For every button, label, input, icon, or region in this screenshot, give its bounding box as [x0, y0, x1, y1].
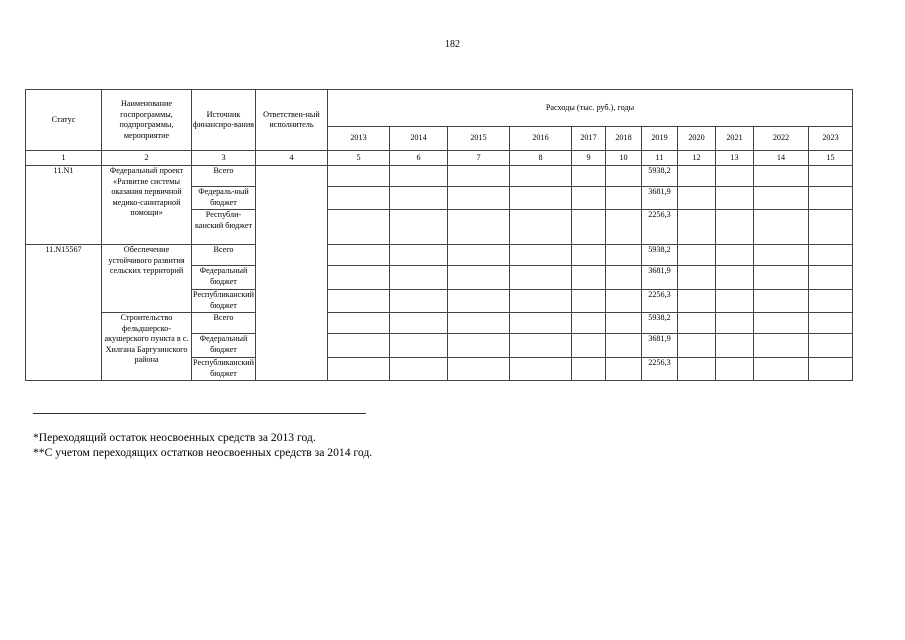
column-number: 13	[716, 151, 754, 166]
header-source: Источник финансиро-вания	[192, 90, 256, 151]
column-number: 14	[754, 151, 809, 166]
value-2019: 3681,9	[648, 334, 671, 343]
source-cell: Всего	[192, 245, 256, 266]
column-number: 3	[192, 151, 256, 166]
year-header: 2017	[572, 127, 606, 151]
year-header: 2022	[754, 127, 809, 151]
column-number-row	[26, 151, 853, 166]
year-header: 2013	[328, 127, 390, 151]
page-number: 182	[445, 39, 460, 50]
column-number: 11	[642, 151, 678, 166]
column-number: 2	[102, 151, 192, 166]
value-2019: 3681,9	[648, 187, 671, 196]
name-cell: Строительство фельдшерско-акушерского пункта в с. Хилгана Баргузинского района	[102, 313, 192, 381]
year-header: 2021	[716, 127, 754, 151]
value-2019-cell	[642, 313, 678, 334]
expenses-table	[25, 89, 853, 381]
status-cell: 11.N1	[26, 166, 102, 245]
year-header: 2019	[642, 127, 678, 151]
header-name: Наименование госпрограммы, подпрограммы, мероприятие	[102, 90, 192, 151]
executor-cell	[256, 166, 328, 381]
value-2019-cell	[642, 290, 678, 313]
source-cell: Республиканский бюджет	[192, 358, 256, 381]
value-2019: 2256,3	[648, 358, 671, 367]
year-header: 2018	[606, 127, 642, 151]
value-2019-cell	[642, 166, 678, 187]
column-number: 8	[510, 151, 572, 166]
table-row	[26, 166, 853, 187]
footnote: *Переходящий остаток неосвоенных средств за 2013 год.	[33, 431, 316, 444]
name-cell: Обеспечение устойчивого развития сельских территорий	[102, 245, 192, 313]
value-2019-cell	[642, 334, 678, 358]
footnote: **С учетом переходящих остатков неосвоенных средств за 2014 год.	[33, 446, 373, 459]
header-status: Статус	[26, 90, 102, 151]
name-cell: Федеральный проект «Развитие системы оказания первичной медико-санитарной помощи»	[102, 166, 192, 245]
value-2019-cell	[642, 187, 678, 210]
value-2019: 5938,2	[648, 245, 671, 254]
column-number: 4	[256, 151, 328, 166]
status-cell	[26, 313, 102, 381]
source-cell: Республиканский бюджет	[192, 290, 256, 313]
value-2019: 5938,2	[648, 313, 671, 322]
value-2019-cell	[642, 358, 678, 381]
value-2019-cell	[642, 266, 678, 290]
year-header: 2014	[390, 127, 448, 151]
year-header: 2023	[809, 127, 853, 151]
column-number: 9	[572, 151, 606, 166]
source-cell: Федеральный бюджет	[192, 266, 256, 290]
column-number: 5	[328, 151, 390, 166]
column-number: 7	[448, 151, 510, 166]
value-2019-cell	[642, 245, 678, 266]
source-cell: Республи-канский бюджет	[192, 210, 256, 245]
source-cell: Всего	[192, 313, 256, 334]
column-number: 6	[390, 151, 448, 166]
value-2019: 2256,3	[648, 290, 671, 299]
year-header: 2015	[448, 127, 510, 151]
column-number: 15	[809, 151, 853, 166]
value-2019: 3681,9	[648, 266, 671, 275]
status-cell: 11.N15567	[26, 245, 102, 313]
header-expenses: Расходы (тыс. руб.), годы	[328, 90, 853, 127]
year-header: 2016	[510, 127, 572, 151]
source-cell: Федеральный бюджет	[192, 334, 256, 358]
footnote-divider	[33, 413, 366, 414]
table-row	[26, 313, 853, 334]
header-executor: Ответствен-ный исполнитель	[256, 90, 328, 151]
source-cell: Федераль-ный бюджет	[192, 187, 256, 210]
year-header: 2020	[678, 127, 716, 151]
source-cell: Всего	[192, 166, 256, 187]
value-2019-cell	[642, 210, 678, 245]
column-number: 10	[606, 151, 642, 166]
value-2019: 5938,2	[648, 166, 671, 175]
value-2019: 2256,3	[648, 210, 671, 219]
table-row	[26, 245, 853, 266]
column-number: 12	[678, 151, 716, 166]
column-number: 1	[26, 151, 102, 166]
